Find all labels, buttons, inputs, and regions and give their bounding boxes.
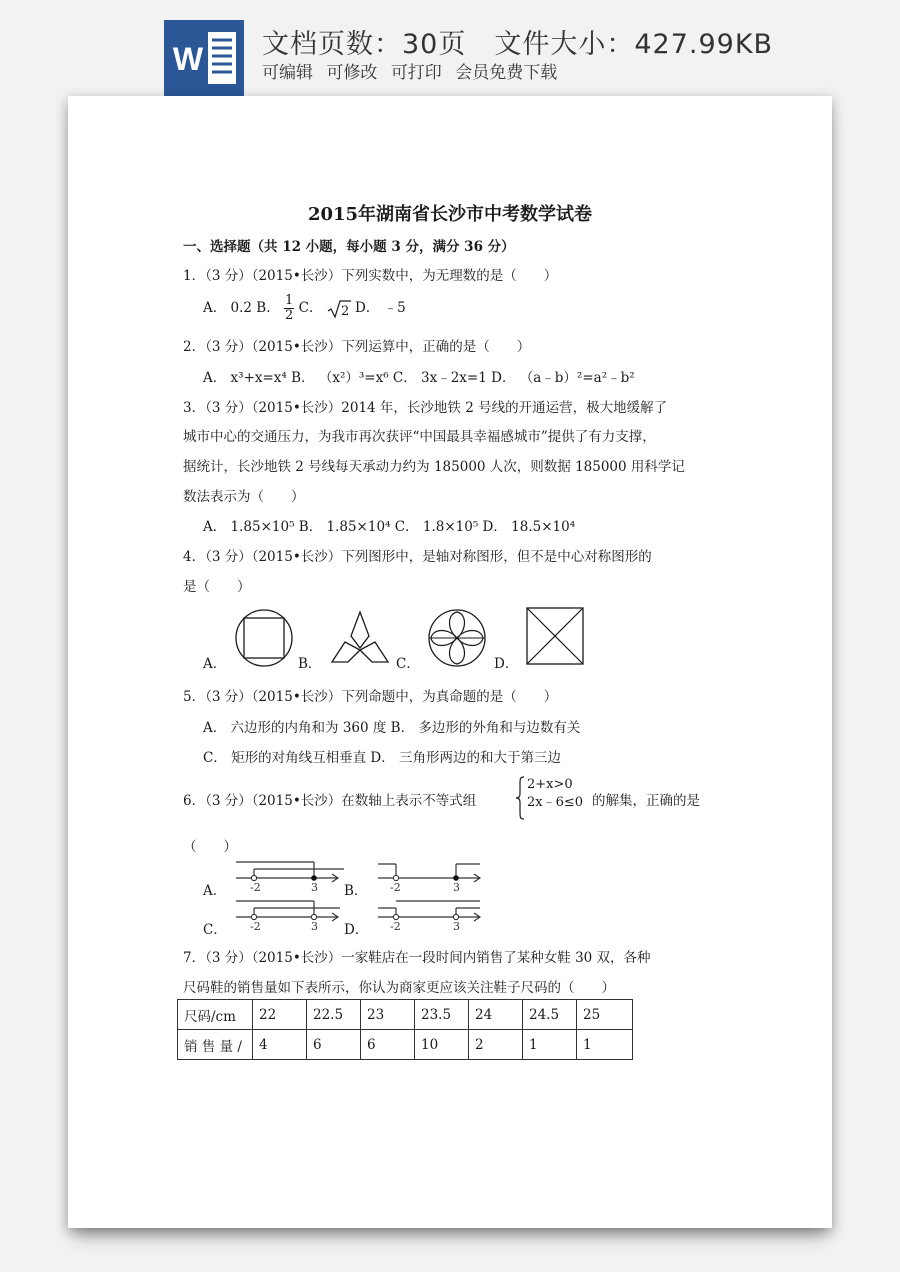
tick-label-neg2: -2	[250, 881, 261, 894]
tick-label-3: 3	[311, 920, 318, 933]
table-cell: 6	[307, 1030, 361, 1060]
question-5-stem: 5．（3 分）（2015•长沙）下列命题中，为真命题的是（ ）	[183, 689, 558, 705]
document-title: 2015年湖南省长沙市中考数学试卷	[307, 204, 593, 225]
table-row	[178, 1000, 633, 1030]
circle-with-square-figure	[234, 608, 294, 668]
fraction-one-half	[284, 294, 294, 323]
tick-label-neg2: -2	[390, 881, 401, 894]
question-1-options	[203, 294, 406, 323]
q4-label-b: B．	[298, 656, 322, 672]
square-with-diagonals-figure	[526, 607, 584, 665]
feature-modifiable: 可修改	[326, 63, 378, 83]
q4-label-a: A．	[203, 656, 227, 672]
table-header-cell: 销 售 量 /	[178, 1030, 253, 1060]
word-icon	[164, 20, 244, 96]
number-line-d	[376, 897, 486, 933]
number-line-c	[234, 897, 344, 933]
tick-label-3: 3	[311, 881, 318, 894]
question-2-stem: 2．（3 分）（2015•长沙）下列运算中，正确的是（ ）	[183, 339, 531, 355]
question-3-line-4: 数法表示为（ ）	[183, 489, 305, 505]
feature-free-download: 会员免费下载	[455, 63, 558, 83]
table-cell: 22	[253, 1000, 307, 1030]
question-3-options: A． 1.85×10⁵ B． 1.85×10⁴ C． 1.8×10⁵ D． 18.5×10⁴	[203, 519, 576, 535]
table-cell: 1	[577, 1030, 633, 1060]
table-cell: 24	[469, 1000, 523, 1030]
table-cell: 6	[361, 1030, 415, 1060]
tick-label-3: 3	[453, 920, 460, 933]
number-line-b	[376, 858, 486, 894]
word-icon-letter: W	[172, 41, 204, 77]
question-3-line-2: 城市中心的交通压力，为我市再次获评“中国最具幸福感城市”提供了有力支撑，	[183, 429, 656, 445]
page-count: 文档页数：30页	[262, 29, 467, 60]
inequality-system	[527, 776, 583, 812]
sqrt-argument: 2	[340, 303, 350, 319]
q1-option-a-b: A． 0.2 B．	[203, 300, 280, 316]
tick-label-neg2: -2	[390, 920, 401, 933]
question-5-options-row-2: C． 矩形的对角线互相垂直 D． 三角形两边的和大于第三边	[203, 750, 562, 766]
feature-printable: 可打印	[390, 63, 442, 83]
tick-label-neg2: -2	[250, 920, 261, 933]
question-6-stem-start: 6．（3 分）（2015•长沙）在数轴上表示不等式组	[183, 793, 477, 809]
question-3-line-3: 据统计，长沙地铁 2 号线每天承动力约为 185000 人次，则数据 185000 用科学记	[183, 459, 685, 475]
table-cell: 2	[469, 1030, 523, 1060]
feature-list	[262, 58, 565, 83]
three-triangles-figure	[330, 610, 390, 666]
table-cell: 25	[577, 1000, 633, 1030]
shoe-size-sales-table	[177, 999, 633, 1060]
question-1-stem: 1．（3 分）（2015•长沙）下列实数中，为无理数的是（ ）	[183, 268, 558, 284]
table-cell: 1	[523, 1030, 577, 1060]
table-cell: 4	[253, 1030, 307, 1060]
question-5-options-row-1: A． 六边形的内角和为 360 度 B． 多边形的外角和与边数有关	[203, 720, 581, 736]
left-brace-icon	[515, 776, 525, 820]
table-header-cell: 尺码/cm	[178, 1000, 253, 1030]
q6-label-c: C．	[203, 922, 227, 938]
feature-editable: 可编辑	[262, 63, 313, 83]
q6-label-d: D．	[344, 922, 369, 938]
tick-label-3: 3	[453, 881, 460, 894]
q4-label-d: D．	[494, 656, 519, 672]
question-7-line-2: 尺码鞋的销售量如下表所示，你认为商家更应该关注鞋子尺码的（ ）	[183, 980, 615, 996]
circle-with-petals-figure	[427, 608, 487, 668]
q4-label-c: C．	[396, 656, 420, 672]
table-cell: 24.5	[523, 1000, 577, 1030]
square-root-icon	[327, 299, 351, 319]
table-cell: 23.5	[415, 1000, 469, 1030]
file-size: 文件大小：427.99KB	[494, 29, 774, 60]
file-info	[262, 22, 773, 61]
number-line-a	[234, 858, 344, 894]
question-4-line-2: 是（ ）	[183, 579, 251, 595]
question-2-options: A． x³+x=x⁴ B． （x²）³=x⁶ C． 3x﹣2x=1 D． （a﹣b）²=a²﹣b²	[203, 370, 635, 386]
question-4-line-1: 4．（3 分）（2015•长沙）下列图形中，是轴对称图形，但不是中心对称图形的	[183, 549, 652, 565]
table-cell: 10	[415, 1030, 469, 1060]
question-6-stem-end: 的解集，正确的是	[592, 793, 700, 809]
download-banner	[0, 0, 900, 100]
q6-label-a: A．	[203, 883, 227, 899]
inequality-2: 2x﹣6≤0	[527, 795, 584, 810]
fraction-numerator: 1	[285, 293, 294, 308]
q6-label-b: B．	[344, 883, 368, 899]
question-3-line-1: 3．（3 分）（2015•长沙）2014 年，长沙地铁 2 号线的开通运营，极大地缓解了	[183, 400, 668, 416]
q1-option-d: D． ﹣5	[355, 300, 406, 316]
fraction-denominator: 2	[285, 308, 294, 323]
inequality-1: 2+x>0	[527, 777, 573, 792]
question-6-answer-paren: （ ）	[183, 839, 237, 855]
question-7-line-1: 7．（3 分）（2015•长沙）一家鞋店在一段时间内销售了某种女鞋 30 双，各种	[183, 950, 651, 966]
section-heading: 一、选择题（共 12 小题，每小题 3 分，满分 36 分）	[183, 239, 515, 255]
table-cell: 23	[361, 1000, 415, 1030]
table-row	[178, 1030, 633, 1060]
q1-option-c: C．	[298, 300, 323, 316]
table-cell: 22.5	[307, 1000, 361, 1030]
